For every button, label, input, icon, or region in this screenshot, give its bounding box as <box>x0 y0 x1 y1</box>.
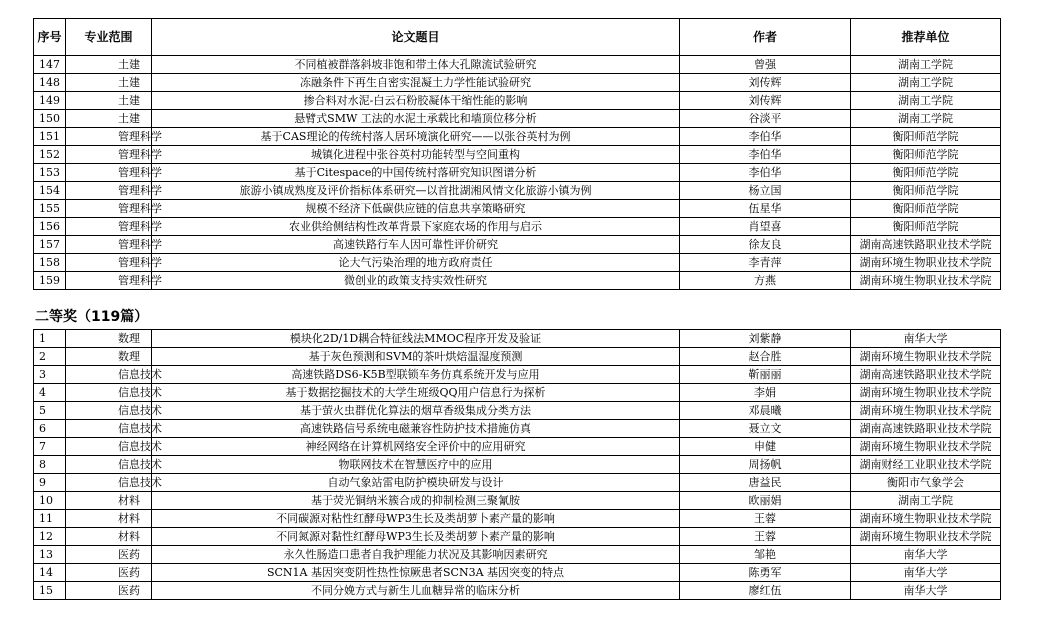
cell-author: 陈勇军 <box>680 564 851 582</box>
cell-major: 管理科学 <box>66 128 152 146</box>
cell-no: 2 <box>34 348 66 366</box>
table-row <box>34 402 1001 420</box>
cell-author: 刘传辉 <box>680 92 851 110</box>
cell-major: 管理科学 <box>66 254 152 272</box>
cell-major: 管理科学 <box>66 146 152 164</box>
cell-no: 13 <box>34 546 66 564</box>
cell-unit: 湖南工学院 <box>851 492 1001 510</box>
cell-unit: 湖南环境生物职业技术学院 <box>851 348 1001 366</box>
cell-title: 不同植被群落斜坡非饱和带土体大孔隙流试验研究 <box>152 56 680 74</box>
cell-author: 唐益民 <box>680 474 851 492</box>
cell-unit: 湖南环境生物职业技术学院 <box>851 528 1001 546</box>
cell-title: 高速铁路信号系统电磁兼容性防护技术措施仿真 <box>152 420 680 438</box>
cell-author: 肖望喜 <box>680 218 851 236</box>
cell-major: 管理科学 <box>66 236 152 254</box>
cell-unit: 南华大学 <box>851 582 1001 600</box>
cell-no: 152 <box>34 146 66 164</box>
cell-major: 信息技术 <box>66 402 152 420</box>
cell-unit: 湖南高速铁路职业技术学院 <box>851 236 1001 254</box>
cell-unit: 衡阳市气象学会 <box>851 474 1001 492</box>
cell-author: 王蓉 <box>680 510 851 528</box>
table-row <box>34 236 1001 254</box>
cell-no: 9 <box>34 474 66 492</box>
cell-title: 不同氮源对黏性红酵母WP3生长及类胡萝卜素产量的影响 <box>152 528 680 546</box>
cell-major: 管理科学 <box>66 182 152 200</box>
cell-unit: 衡阳师范学院 <box>851 182 1001 200</box>
cell-major: 信息技术 <box>66 474 152 492</box>
cell-major: 土建 <box>66 92 152 110</box>
cell-author: 李伯华 <box>680 164 851 182</box>
cell-title: 基于荧光铜纳米簇合成的抑制检测三聚氰胺 <box>152 492 680 510</box>
cell-author: 曾强 <box>680 56 851 74</box>
cell-major: 医药 <box>66 582 152 600</box>
cell-major: 土建 <box>66 56 152 74</box>
table-row <box>34 456 1001 474</box>
cell-author: 刘紫静 <box>680 330 851 348</box>
cell-no: 150 <box>34 110 66 128</box>
cell-major: 管理科学 <box>66 272 152 290</box>
cell-major: 土建 <box>66 74 152 92</box>
cell-author: 伍星华 <box>680 200 851 218</box>
cell-no: 11 <box>34 510 66 528</box>
header-no: 序号 <box>34 19 66 56</box>
table-row <box>34 420 1001 438</box>
cell-unit: 衡阳师范学院 <box>851 200 1001 218</box>
table-row <box>34 56 1001 74</box>
table-row <box>34 546 1001 564</box>
table-row <box>34 254 1001 272</box>
cell-title: 论大气污染治理的地方政府责任 <box>152 254 680 272</box>
cell-unit: 湖南环境生物职业技术学院 <box>851 510 1001 528</box>
cell-no: 154 <box>34 182 66 200</box>
cell-major: 材料 <box>66 528 152 546</box>
cell-unit: 湖南高速铁路职业技术学院 <box>851 366 1001 384</box>
cell-no: 12 <box>34 528 66 546</box>
cell-no: 159 <box>34 272 66 290</box>
cell-unit: 湖南工学院 <box>851 92 1001 110</box>
table-row <box>34 474 1001 492</box>
cell-unit: 湖南财经工业职业技术学院 <box>851 456 1001 474</box>
cell-unit: 湖南高速铁路职业技术学院 <box>851 420 1001 438</box>
table-row <box>34 272 1001 290</box>
cell-title: 基于灰色预测和SVM的茶叶烘焙温湿度预测 <box>152 348 680 366</box>
cell-unit: 湖南环境生物职业技术学院 <box>851 384 1001 402</box>
cell-title: 基于Citespace的中国传统村落研究知识图谱分析 <box>152 164 680 182</box>
cell-title: 永久性肠造口患者自我护理能力状况及其影响因素研究 <box>152 546 680 564</box>
section-title-second-prize: 二等奖（119篇） <box>35 309 149 325</box>
cell-no: 147 <box>34 56 66 74</box>
cell-author: 聂立文 <box>680 420 851 438</box>
cell-no: 6 <box>34 420 66 438</box>
cell-title: SCN1A 基因突变阴性热性惊厥患者SCN3A 基因突变的特点 <box>152 564 680 582</box>
cell-no: 7 <box>34 438 66 456</box>
cell-no: 155 <box>34 200 66 218</box>
cell-no: 4 <box>34 384 66 402</box>
cell-major: 土建 <box>66 110 152 128</box>
cell-no: 149 <box>34 92 66 110</box>
cell-unit: 南华大学 <box>851 546 1001 564</box>
cell-author: 谷淡平 <box>680 110 851 128</box>
table-row <box>34 492 1001 510</box>
cell-title: 悬臂式SMW 工法的水泥土承载比和墙顶位移分析 <box>152 110 680 128</box>
cell-major: 材料 <box>66 510 152 528</box>
table-row <box>34 366 1001 384</box>
cell-author: 靳丽丽 <box>680 366 851 384</box>
cell-no: 8 <box>34 456 66 474</box>
cell-title: 高速铁路DS6-K5B型联锁车务仿真系统开发与应用 <box>152 366 680 384</box>
cell-unit: 湖南环境生物职业技术学院 <box>851 402 1001 420</box>
cell-title: 模块化2D/1D耦合特征线法MMOC程序开发及验证 <box>152 330 680 348</box>
cell-no: 156 <box>34 218 66 236</box>
header-author: 作者 <box>680 19 851 56</box>
cell-major: 管理科学 <box>66 218 152 236</box>
cell-author: 李娟 <box>680 384 851 402</box>
cell-major: 医药 <box>66 546 152 564</box>
cell-major: 材料 <box>66 492 152 510</box>
cell-title: 掺合料对水泥-白云石粉胶凝体干缩性能的影响 <box>152 92 680 110</box>
cell-author: 赵合胜 <box>680 348 851 366</box>
cell-author: 申健 <box>680 438 851 456</box>
cell-major: 信息技术 <box>66 456 152 474</box>
cell-unit: 湖南环境生物职业技术学院 <box>851 438 1001 456</box>
cell-no: 151 <box>34 128 66 146</box>
award-table-continued <box>33 18 1001 290</box>
cell-major: 医药 <box>66 564 152 582</box>
header-major: 专业范围 <box>66 19 152 56</box>
cell-author: 李青萍 <box>680 254 851 272</box>
cell-no: 5 <box>34 402 66 420</box>
table-header-row <box>34 19 1001 56</box>
cell-no: 1 <box>34 330 66 348</box>
cell-title: 不同分娩方式与新生儿血糖异常的临床分析 <box>152 582 680 600</box>
cell-major: 信息技术 <box>66 438 152 456</box>
cell-title: 基于CAS理论的传统村落人居环境演化研究——以张谷英村为例 <box>152 128 680 146</box>
cell-author: 邓晨曦 <box>680 402 851 420</box>
cell-major: 信息技术 <box>66 420 152 438</box>
cell-author: 杨立国 <box>680 182 851 200</box>
cell-author: 邹艳 <box>680 546 851 564</box>
cell-author: 周扬帆 <box>680 456 851 474</box>
cell-author: 廖红伍 <box>680 582 851 600</box>
cell-author: 方燕 <box>680 272 851 290</box>
cell-unit: 衡阳师范学院 <box>851 218 1001 236</box>
cell-major: 信息技术 <box>66 384 152 402</box>
table-row <box>34 348 1001 366</box>
cell-title: 微创业的政策支持实效性研究 <box>152 272 680 290</box>
table-row <box>34 510 1001 528</box>
table-row <box>34 92 1001 110</box>
table-row <box>34 582 1001 600</box>
cell-unit: 湖南环境生物职业技术学院 <box>851 254 1001 272</box>
cell-unit: 南华大学 <box>851 564 1001 582</box>
cell-unit: 衡阳师范学院 <box>851 128 1001 146</box>
cell-no: 14 <box>34 564 66 582</box>
table-row <box>34 218 1001 236</box>
cell-author: 李伯华 <box>680 128 851 146</box>
table-row <box>34 330 1001 348</box>
header-unit: 推荐单位 <box>851 19 1001 56</box>
cell-no: 10 <box>34 492 66 510</box>
table-row <box>34 438 1001 456</box>
cell-title: 旅游小镇成熟度及评价指标体系研究—以首批湖湘风情文化旅游小镇为例 <box>152 182 680 200</box>
cell-unit: 衡阳师范学院 <box>851 146 1001 164</box>
cell-no: 153 <box>34 164 66 182</box>
cell-no: 148 <box>34 74 66 92</box>
second-prize-table <box>33 329 1001 600</box>
cell-unit: 湖南环境生物职业技术学院 <box>851 272 1001 290</box>
cell-title: 基于数据挖掘技术的大学生班级QQ用户信息行为探析 <box>152 384 680 402</box>
table-row <box>34 384 1001 402</box>
cell-title: 高速铁路行车人因可靠性评价研究 <box>152 236 680 254</box>
cell-no: 158 <box>34 254 66 272</box>
cell-major: 数理 <box>66 348 152 366</box>
cell-author: 王蓉 <box>680 528 851 546</box>
table-row <box>34 146 1001 164</box>
table-row <box>34 182 1001 200</box>
cell-author: 徐友良 <box>680 236 851 254</box>
table-row <box>34 528 1001 546</box>
cell-title: 规模不经济下低碳供应链的信息共享策略研究 <box>152 200 680 218</box>
cell-title: 基于萤火虫群优化算法的烟草香级集成分类方法 <box>152 402 680 420</box>
cell-unit: 湖南工学院 <box>851 56 1001 74</box>
header-title: 论文题目 <box>152 19 680 56</box>
cell-major: 数理 <box>66 330 152 348</box>
cell-title: 自动气象站雷电防护模块研发与设计 <box>152 474 680 492</box>
cell-title: 不同碳源对粘性红酵母WP3生长及类胡萝卜素产量的影响 <box>152 510 680 528</box>
cell-title: 冻融条件下再生自密实混凝土力学性能试验研究 <box>152 74 680 92</box>
table-row <box>34 164 1001 182</box>
cell-title: 神经网络在计算机网络安全评价中的应用研究 <box>152 438 680 456</box>
table-row <box>34 110 1001 128</box>
table-row <box>34 200 1001 218</box>
table-row <box>34 128 1001 146</box>
table-row <box>34 564 1001 582</box>
cell-unit: 湖南工学院 <box>851 74 1001 92</box>
cell-major: 管理科学 <box>66 164 152 182</box>
cell-no: 157 <box>34 236 66 254</box>
cell-author: 欧丽娟 <box>680 492 851 510</box>
table-row <box>34 74 1001 92</box>
cell-unit: 南华大学 <box>851 330 1001 348</box>
cell-title: 农业供给侧结构性改革背景下家庭农场的作用与启示 <box>152 218 680 236</box>
cell-no: 3 <box>34 366 66 384</box>
cell-major: 信息技术 <box>66 366 152 384</box>
cell-major: 管理科学 <box>66 200 152 218</box>
cell-title: 物联网技术在智慧医疗中的应用 <box>152 456 680 474</box>
cell-author: 刘传辉 <box>680 74 851 92</box>
cell-unit: 湖南工学院 <box>851 110 1001 128</box>
cell-unit: 衡阳师范学院 <box>851 164 1001 182</box>
cell-no: 15 <box>34 582 66 600</box>
cell-author: 李伯华 <box>680 146 851 164</box>
cell-title: 城镇化进程中张谷英村功能转型与空间重构 <box>152 146 680 164</box>
